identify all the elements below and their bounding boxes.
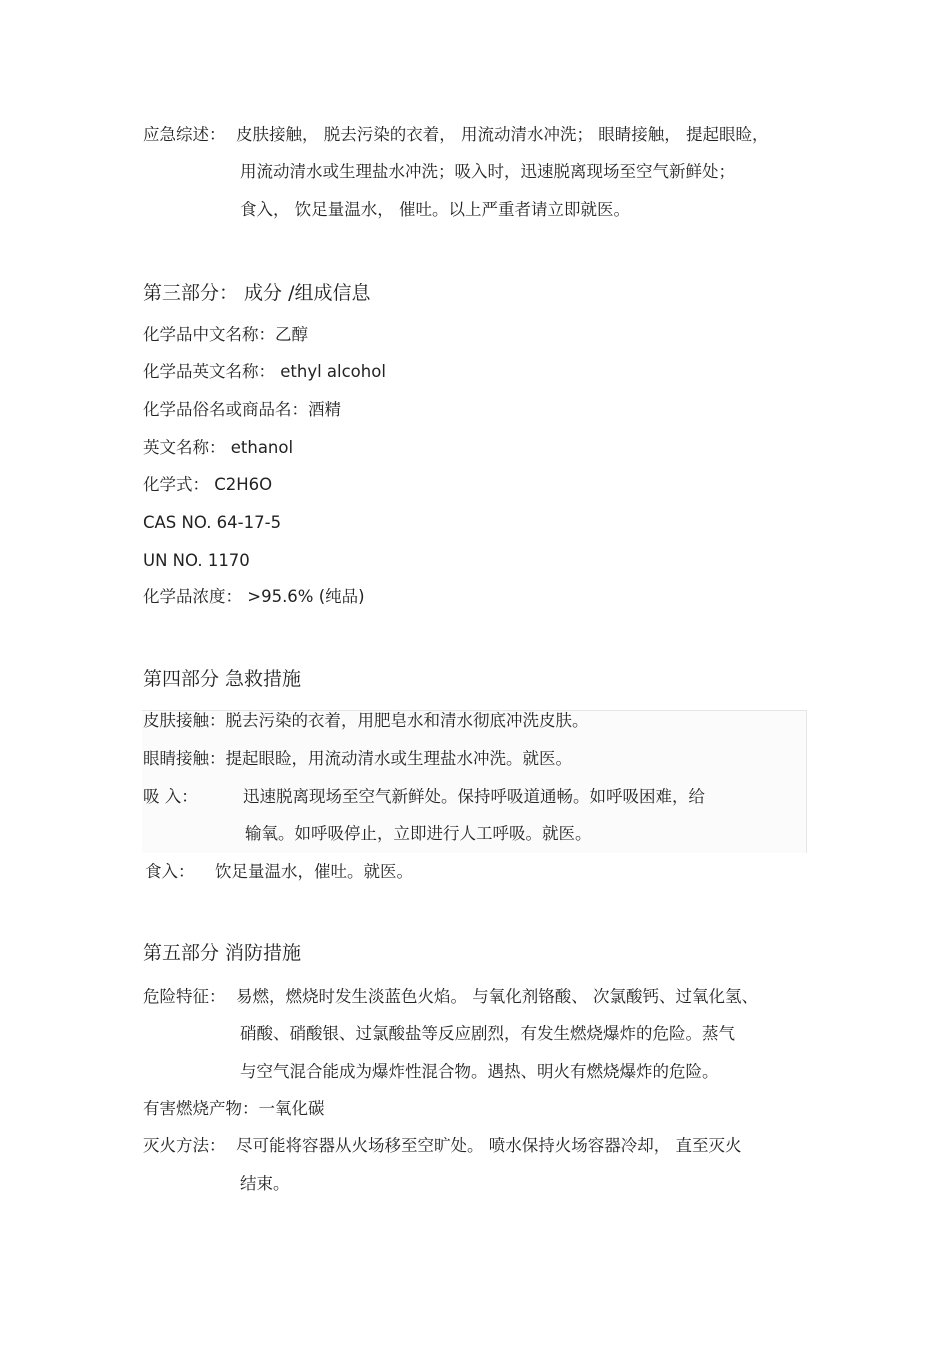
- part3-title: 第三部分： 成分 /组成信息: [143, 282, 371, 304]
- extinguish-line-2: 结束。: [240, 1174, 290, 1193]
- first-aid-inhale-label: 吸 入：: [143, 787, 198, 806]
- first-aid-eye: 眼睛接触：提起眼睑，用流动清水或生理盐水冲洗。就医。: [143, 749, 572, 768]
- part3-item-formula: 化学式： C2H6O: [143, 475, 273, 494]
- part3-item-cas: CAS NO. 64-17-5: [143, 513, 282, 532]
- extinguish-label: 灭火方法：: [143, 1136, 226, 1155]
- first-aid-ingest-label: 食入：: [145, 862, 195, 881]
- fire-hazard-line-2: 硝酸、硝酸银、过氯酸盐等反应剧烈，有发生燃烧爆炸的危险。蒸气: [240, 1024, 735, 1043]
- part5-title: 第五部分 消防措施: [143, 942, 302, 964]
- first-aid-inhale-line-1: 迅速脱离现场至空气新鲜处。保持呼吸道通畅。如呼吸困难，给: [243, 787, 705, 806]
- part3-item-cn-name: 化学品中文名称：乙醇: [143, 325, 308, 344]
- first-aid-skin: 皮肤接触：脱去污染的衣着，用肥皂水和清水彻底冲洗皮肤。: [143, 711, 589, 730]
- emergency-line-1: 皮肤接触， 脱去污染的衣着， 用流动清水冲洗； 眼睛接触， 提起眼睑，: [236, 125, 769, 144]
- combustion-products: 有害燃烧产物：一氧化碳: [143, 1099, 325, 1118]
- part3-item-un: UN NO. 1170: [143, 551, 250, 570]
- first-aid-ingest: 饮足量温水，催吐。就医。: [215, 862, 413, 881]
- part3-item-en-name: 化学品英文名称： ethyl alcohol: [143, 362, 386, 381]
- emergency-line-3: 食入， 饮足量温水， 催吐。以上严重者请立即就医。: [240, 200, 630, 219]
- fire-hazard-line-3: 与空气混合能成为爆炸性混合物。遇热、明火有燃烧爆炸的危险。: [240, 1062, 719, 1081]
- first-aid-inhale-line-2: 输氧。如呼吸停止，立即进行人工呼吸。就医。: [245, 824, 592, 843]
- emergency-label: 应急综述：: [143, 125, 226, 144]
- part3-item-common-name: 化学品俗名或商品名：酒精: [143, 400, 341, 419]
- part4-title: 第四部分 急救措施: [143, 668, 302, 690]
- fire-hazard-line-1: 易燃，燃烧时发生淡蓝色火焰。 与氧化剂铬酸、 次氯酸钙、过氧化氢、: [236, 987, 758, 1006]
- emergency-line-2: 用流动清水或生理盐水冲洗；吸入时，迅速脱离现场至空气新鲜处；: [240, 162, 735, 181]
- part3-item-english-name: 英文名称： ethanol: [143, 438, 294, 457]
- fire-hazard-label: 危险特征：: [143, 987, 226, 1006]
- part3-item-concentration: 化学品浓度： >95.6% (纯品): [143, 587, 365, 606]
- extinguish-line-1: 尽可能将容器从火场移至空旷处。 喷水保持火场容器冷却， 直至灭火: [236, 1136, 742, 1155]
